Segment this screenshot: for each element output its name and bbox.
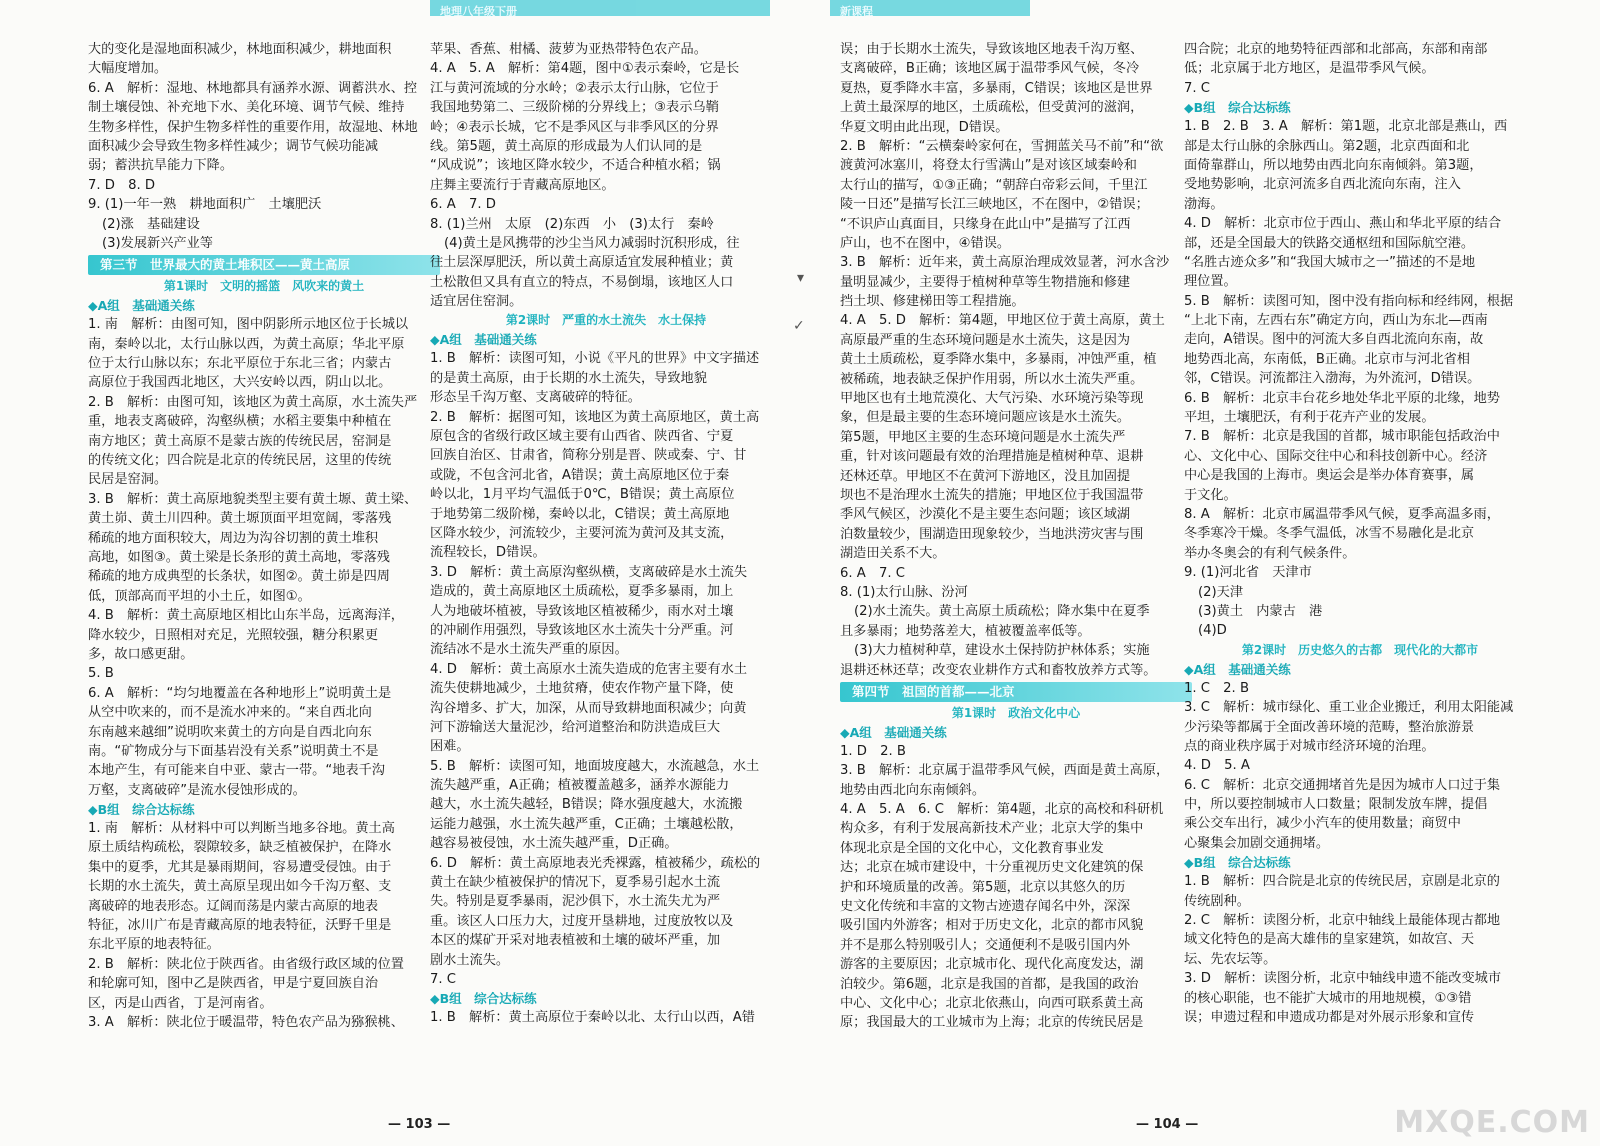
answer-line: 且多暴雨；地势落差大，植被覆盖率低等。 [840, 623, 1091, 639]
answer-line: 象，但是最主要的生态环境问题应该是水土流失。 [840, 410, 1131, 426]
answer-line: 运能力越强，水土流失越严重，C正确；土壤越松散， [430, 816, 743, 832]
answer-line: 6. B 解析：北京丰台花乡地处华北平原的北缘，地势 [1184, 390, 1500, 406]
answer-line: 的是黄土高原，由于长期的水土流失，导致地貌 [430, 370, 707, 386]
answer-line: 量明显减少，主要得于植树种草等生物措施和修建 [840, 274, 1131, 290]
answer-line: 部是太行山脉的余脉西山。第2题，北京西面和北 [1184, 138, 1470, 154]
answer-line: 4. D 5. A [1184, 758, 1250, 774]
answer-line: 万壑，支离破碎”是流水侵蚀形成的。 [88, 782, 306, 798]
column-3 [840, 40, 1192, 1033]
answer-line: 护和环境质量的改善。第5题，北京以其悠久的历 [840, 879, 1126, 895]
answer-line: 传统剧种。 [1184, 893, 1250, 909]
answer-line: 高原位于我国西北地区，大兴安岭以西，阴山以北。 [88, 375, 392, 391]
exercise-group-label: ◆A组 基础通关练 [840, 724, 947, 740]
answer-line: 季风气候区，沙漠化不是主要生态问题；该区域湖 [840, 507, 1131, 523]
answer-line: 河下游输送大量泥沙，给河道整治和防洪造成巨大 [430, 719, 721, 735]
answer-line: 点的商业秩序属于对城市经济环境的治理。 [1184, 738, 1435, 754]
answer-line: 2. B 解析：“云横秦岭家何在，雪拥蓝关马不前”和“欲 [840, 138, 1164, 154]
answer-line: 困难。 [430, 739, 470, 755]
answer-line: 4. A 5. A 6. C 解析：第4题，北京的高校和科研机 [840, 802, 1164, 818]
answer-line: 江与黄河流域的分水岭；②表示太行山脉，它位于 [430, 80, 719, 96]
answer-line: 3. B 解析：近年来，黄土高原治理成效显著，河水含沙 [840, 255, 1170, 271]
answer-line: 并不是那么特别吸引人；交通便利不是吸引国内外 [840, 937, 1131, 953]
answer-line: 南，秦岭以北，太行山脉以西，为黄土高原；华北平原 [88, 336, 405, 352]
answer-line: 和轮廓可知，图中乙是陕西省，甲是宁夏回族自治 [88, 976, 379, 992]
answer-line: 退耕还林还草；改变农业耕作方式和畜牧放养方式等。 [840, 662, 1157, 678]
answer-line: 游客的主要原因；北京城市化、现代化高度发达，湖 [840, 957, 1144, 973]
exercise-group-label: ◆A组 基础通关练 [430, 332, 537, 348]
answer-line: 大幅度增加。 [88, 61, 168, 77]
answer-line: 2. B 解析：由图可知，该地区为黄土高原，水土流失严 [88, 394, 418, 410]
answer-line: (3)发展新兴产业等 [102, 235, 213, 251]
answer-line: 东北平原的地表特征。 [88, 937, 220, 953]
answer-line: 降水较少，日照相对充足，光照较强，糖分积累更 [88, 627, 379, 643]
answer-line: 地势西北高，东南低，B正确。北京市与河北省相 [1184, 351, 1470, 367]
answer-line: 特征，冰川广布是青藏高原的地表特征，沃野千里是 [88, 918, 392, 934]
answer-line: 剧水土流失。 [430, 952, 510, 968]
answer-line: 误；申遗过程和申遗成功都是对外展示形象和宣传 [1184, 1009, 1475, 1025]
answer-line: 3. A 解析：陕北位于暖温带，特色农产品为猕猴桃、 [88, 1014, 404, 1030]
answer-line: 流失越严重，A正确；植被覆盖越多，涵养水源能力 [430, 778, 730, 794]
answer-line: 从空中吹来的，而不是流水冲来的。“来自西北向 [88, 705, 372, 721]
answer-line: 于地势第二级阶梯，秦岭以北，C错误；黄土高原地 [430, 506, 730, 522]
answer-line: 黄土土质疏松，夏季降水集中，多暴雨，冲蚀严重，植 [840, 352, 1157, 368]
answer-line: 人为地破坏植被，导致该地区植被稀少，雨水对土壤 [430, 603, 734, 619]
answer-line: 的核心职能，也不能扩大城市的用地规模，①③错 [1184, 990, 1472, 1006]
answer-line: 渡黄河冰塞川，将登太行雪满山”是对该区域秦岭和 [840, 158, 1137, 174]
answer-line: 4. B 解析：黄土高原地区相比山东半岛，远离海洋， [88, 608, 404, 624]
answer-line: 原；我国最大的工业城市为上海；北京的传统民居是 [840, 1015, 1144, 1031]
answer-line: 低；北京属于北方地区，是温带季风气候。 [1184, 61, 1435, 77]
answer-line: 史文化传统和丰富的文物古迹遗存闻名中外，深深 [840, 899, 1131, 915]
answer-line: 重，地表支离破碎，沟壑纵横；水稻主要集中种植在 [88, 414, 392, 430]
answer-line: 7. B 解析：北京是我国的首都，城市职能包括政治中 [1184, 429, 1500, 445]
margin-mark: ✓ [793, 318, 805, 334]
answer-line: 9. (1)河北省 天津市 [1184, 565, 1312, 581]
column-4 [1184, 40, 1536, 1027]
answer-line: 7. C [430, 971, 456, 987]
answer-line: 面积减少会导致生物多样性减少；调节气候功能减 [88, 138, 379, 154]
answer-line: 南。“矿物成分与下面基岩没有关系”说明黄土不是 [88, 743, 379, 759]
answer-line: 1. C 2. B [1184, 680, 1249, 696]
page-right [800, 0, 1600, 1146]
answer-line: 6. D 解析：黄土高原地表光秃裸露，植被稀少，疏松的 [430, 855, 761, 871]
answer-line: (4)黄土是风携带的沙尘当风力减弱时沉积形成，往 [444, 235, 740, 251]
section-banner: 第三节 世界最大的黄土堆积区——黄土高原 [88, 255, 440, 275]
answer-line: 中心是我国的上海市。奥运会是举办体育赛事，属 [1184, 468, 1475, 484]
watermark-logo: MXQE.COM [1394, 1105, 1590, 1140]
answer-line: 7. D 8. D [88, 177, 156, 193]
answer-line: 1. D 2. B [840, 743, 906, 759]
answer-line: 原包含的省级行政区域主要有山西省、陕西省、宁夏 [430, 429, 734, 445]
answer-line: 稀疏的地方成典型的长条状，如图②。黄土峁是四周 [88, 569, 390, 585]
answer-line: 2. B 解析：陕北位于陕西省。由省级行政区域的位置 [88, 956, 404, 972]
answer-line: 坝也不是治理水土流失的措施；甲地区位于我国温带 [840, 487, 1144, 503]
answer-line: 体现北京是全国的文化中心，文化教育事业发 [840, 840, 1104, 856]
answer-line: 甲地区也有土地荒漠化、大气污染、水环境污染等现 [840, 391, 1144, 407]
answer-line: (3)黄土 内蒙古 港 [1198, 603, 1323, 619]
header-title-right: 新课程 [840, 5, 873, 18]
answer-line: 还林还草。甲地区不在黄河下游地区，没且加固提 [840, 468, 1131, 484]
margin-mark: ▾ [797, 270, 805, 286]
answer-line: “不识庐山真面目，只缘身在此山中”是描写了江西 [840, 216, 1131, 232]
answer-line: 高地，如图③。黄土梁是长条形的黄土高地，零落残 [88, 549, 390, 565]
answer-line: “名胜古迹众多”和“我国大城市之一”描述的不是地 [1184, 254, 1476, 270]
answer-line: 弱；蓄洪抗旱能力下降。 [88, 158, 234, 174]
answer-line: 重，针对该问题最有效的治理措施是植树种草、退耕 [840, 449, 1144, 465]
answer-line: (2)涨 基础建设 [102, 216, 200, 232]
answer-line: 6. A 7. D [430, 197, 496, 213]
answer-line: 长期的水土流失，黄土高原呈现出如今千沟万壑、支 [88, 879, 392, 895]
answer-line: (2)天津 [1198, 584, 1244, 600]
answer-line: 被稀疏，地表缺乏保护作用弱，所以水土流失严重。 [840, 371, 1144, 387]
answer-line: 挡土坝、修建梯田等工程措施。 [840, 294, 1025, 310]
answer-line: 的冲刷作用强烈，导致该地区水土流失十分严重。河 [430, 622, 734, 638]
answer-line: 四合院；北京的地势特征西部和北部高，东部和南部 [1184, 42, 1488, 57]
answer-line: 6. A 解析：“均匀地覆盖在各种地形上”说明黄土是 [88, 685, 392, 701]
answer-line: 黄土在缺少植被保护的情况下，夏季易引起水土流 [430, 875, 721, 891]
answer-line: 华夏文明由此出现，D错误。 [840, 119, 1009, 135]
answer-line: 本地产生，有可能来自中亚、蒙古一带。“地表千沟 [88, 763, 385, 779]
answer-line: 沟谷增多、扩大，加深，从而导致耕地面积减少；向黄 [430, 700, 747, 716]
answer-line: 5. B 解析：读图可知，图中没有指向标和经纬网，根据 [1184, 293, 1514, 309]
answer-line: 越大，水土流失越轻，B错误；降水强度越大，水流搬 [430, 797, 743, 813]
answer-line: “上北下南，左西右东”确定方向，西山为东北—西南 [1184, 313, 1488, 329]
answer-line: 6. A 解析：湿地、林地都具有涵养水源、调蓄洪水、控 [88, 80, 418, 96]
column-2 [430, 40, 782, 1028]
answer-line: 流失使耕地减少，土地贫瘠，使农作物产量下降，使 [430, 681, 734, 697]
answer-line: 苹果、香蕉、柑橘、菠萝为亚热带特色农产品。 [430, 42, 707, 57]
exercise-group-label: ◆B组 综合达标练 [430, 991, 537, 1007]
answer-line: 我国地势第二、三级阶梯的分界线上；③表示乌鞘 [430, 100, 719, 116]
answer-line: 走向，A错误。图中的河流大多自西北流向东南，故 [1184, 332, 1484, 348]
answer-line: 流程较长，D错误。 [430, 545, 546, 561]
exercise-group-label: ◆B组 综合达标练 [88, 802, 195, 818]
answer-line: 1. B 2. B 3. A 解析：第1题，北京北部是燕山，西 [1184, 119, 1508, 135]
answer-line: 于文化。 [1184, 487, 1237, 503]
answer-line: 5. B [88, 666, 114, 682]
answer-line: 生物多样性，保护生物多样性的重要作用，故湿地、林地 [88, 119, 418, 135]
answer-line: 太行山的描写，①③正确；“朝辞白帝彩云间，千里江 [840, 177, 1148, 193]
answer-line: 3. D 解析：黄土高原沟壑纵横，支离破碎是水土流失 [430, 564, 748, 580]
answer-line: 流结冰不是水土流失严重的原因。 [430, 642, 628, 658]
answer-line: 邻，C错误。河流都注入渤海，为外流河，D错误。 [1184, 371, 1481, 387]
answer-line: 离破碎的地表形态。辽阔而荡是内蒙古高原的地表 [88, 898, 379, 914]
answer-line: 5. B 解析：读图可知，地面坡度越大，水流越急，水土 [430, 758, 760, 774]
answer-line: 渤海。 [1184, 196, 1224, 212]
answer-line: 线。第5题，黄土高原的形成最为人们认同的是 [430, 138, 703, 154]
answer-line: 6. A 7. C [840, 565, 905, 581]
answer-line: 1. 南 解析：由图可知，图中阴影所示地区位于长城以 [88, 317, 409, 333]
answer-line: 支离破碎，B正确；该地区属于温带季风气候，冬冷 [840, 61, 1140, 77]
answer-line: 8. (1)太行山脉、汾河 [840, 584, 968, 600]
answer-line: 4. A 5. A 解析：第4题，图中①表示秦岭，它是长 [430, 61, 740, 77]
answer-line: 4. D 解析：北京市位于西山、燕山和华北平原的结合 [1184, 216, 1502, 232]
answer-line: 误；由于长期水土流失，导致该地区地表千沟万壑、 [840, 42, 1144, 57]
answer-line: 土松散但又具有直立的特点，不易倒塌，该地区人口 [430, 274, 734, 290]
page-number-left: — 103 — [388, 1117, 451, 1132]
column-1 [88, 40, 440, 1032]
answer-line: 第5题，甲地区主要的生态环境问题是水土流失严 [840, 429, 1126, 445]
answer-line: 低，顶部高而平坦的小土丘，如图①。 [88, 588, 311, 604]
answer-line: 中，所以要控制城市人口数量；限制发放车牌，提倡 [1184, 797, 1488, 813]
lesson-heading: 第2课时 严重的水土流失 水土保持 [505, 313, 707, 328]
lesson-heading: 第1课时 政治文化中心 [951, 705, 1081, 720]
answer-line: 失。特别是夏季暴雨，泥沙俱下，水土流失尤为严 [430, 894, 721, 910]
answer-line: 适宜居住窑洞。 [430, 294, 523, 310]
answer-line: “风成说”；该地区降水较少，不适合种植水稻；锅 [430, 158, 721, 174]
answer-line: 受地势影响，北京河流多自西北流向东南，注入 [1184, 177, 1461, 193]
answer-line: 南方地区；黄土高原不是蒙古族的传统民居，窑洞是 [88, 433, 392, 449]
section-banner: 第四节 祖国的首都——北京 [840, 682, 1192, 702]
answer-line: 心、文化中心、国际交往中心和科技创新中心。经济 [1184, 448, 1488, 464]
exercise-group-label: ◆A组 基础通关练 [88, 298, 195, 314]
lesson-heading: 第1课时 文明的摇篮 风吹来的黄土 [163, 279, 365, 294]
answer-line: 1. 南 解析：从材料中可以判断当地多谷地。黄土高 [88, 821, 395, 837]
answer-line: 8. (1)兰州 太原 (2)东西 小 (3)太行 秦岭 [430, 216, 714, 232]
answer-line: 构众多，有利于发展高新技术产业；北京大学的集中 [840, 821, 1144, 837]
answer-line: (2)水土流失。黄土高原土质疏松；降水集中在夏季 [854, 604, 1150, 620]
answer-line: 部，还是全国最大的铁路交通枢纽和国际航空港。 [1184, 235, 1475, 251]
answer-line: 举办冬奥会的有利气候条件。 [1184, 545, 1356, 561]
answer-line: 重。该区人口压力大，过度开垦耕地，过度放牧以及 [430, 913, 734, 929]
answer-line: 域文化特色的是高大雄伟的皇家建筑，如故宫、天 [1184, 932, 1475, 948]
answer-line: 的传统文化；四合院是北京的传统民居，这里的传统 [88, 453, 392, 469]
exercise-group-label: ◆B组 综合达标练 [1184, 855, 1291, 871]
answer-line: 2. B 解析：据图可知，该地区为黄土高原地区，黄土高 [430, 409, 760, 425]
answer-line: 4. D 解析：黄土高原水土流失造成的危害主要有水土 [430, 661, 748, 677]
answer-line: 3. B 解析：北京属于温带季风气候，西面是黄土高原， [840, 763, 1170, 779]
answer-line: 庐山，也不在图中，④错误。 [840, 235, 1011, 251]
answer-line: 上黄土最深厚的地区，土质疏松，但受黄河的滋润， [840, 100, 1144, 116]
answer-line: 3. C 解析：城市绿化、重工业企业搬迁，利用太阳能减 [1184, 700, 1514, 716]
answer-line: 民居是窑洞。 [88, 472, 168, 488]
answer-line: 1. B 解析：黄土高原位于秦岭以北、太行山以西，A错 [430, 1010, 755, 1026]
answer-line: 心聚集会加剧交通拥堵。 [1184, 835, 1330, 851]
answer-line: 东南越来越细”说明吹来黄土的方向是自西北向东 [88, 724, 372, 740]
page-number-right: — 104 — [1136, 1117, 1199, 1132]
answer-line: 黄土峁、黄土川四种。黄土塬顶面平坦宽阔，零落残 [88, 511, 392, 527]
header-title-left: 地理八年级下册 [440, 5, 517, 18]
answer-line: 本区的煤矿开采对地表植被和土壤的破坏严重，加 [430, 933, 721, 949]
answer-line: (4)D [1198, 623, 1227, 639]
answer-line: 夏热，夏季降水丰富，多暴雨，C错误；该地区是世界 [840, 80, 1153, 96]
answer-line: 岭以北，1月平均气温低于0℃，B错误；黄土高原位 [430, 487, 735, 503]
answer-line: (3)大力植树种草，建设水土保持防护林体系；实施 [854, 643, 1150, 659]
answer-line: 理位置。 [1184, 274, 1237, 290]
answer-line: 位于太行山脉以东；东北平原位于东北三省；内蒙古 [88, 356, 392, 372]
answer-line: 形态呈千沟万壑、支离破碎的特征。 [430, 390, 641, 406]
answer-line: 越容易被侵蚀，水土流失越严重，D正确。 [430, 836, 678, 852]
answer-line: 高原最严重的生态环境问题是水土流失，这是因为 [840, 332, 1131, 348]
answer-line: 制土壤侵蚀、补充地下水、美化环境、调节气候、维持 [88, 100, 405, 116]
answer-line: 平坦，土壤肥沃，有利于花卉产业的发展。 [1184, 410, 1435, 426]
answer-line: 1. B 解析：读图可知，小说《平凡的世界》中文字描述 [430, 351, 760, 367]
answer-line: 原土质结构疏松，裂隙较多，缺乏植被保护，在降水 [88, 840, 392, 856]
answer-line: 3. D 解析：读图分析，北京中轴线申遗不能改变城市 [1184, 971, 1502, 987]
answer-line: 往土层深厚肥沃，所以黄土高原适宜发展种植业；黄 [430, 255, 734, 271]
answer-line: 泊较少。第6题，北京是我国的首都，是我国的政治 [840, 976, 1139, 992]
answer-line: 庄舞主要流行于青藏高原地区。 [430, 177, 615, 193]
answer-line: 或陇，不包含河北省，A错误；黄土高原地区位于秦 [430, 467, 730, 483]
answer-line: 达；北京在城市建设中，十分重视历史文化建筑的保 [840, 860, 1144, 876]
answer-line: 稀疏的地方面积较大，周边为沟谷切割的黄土堆积 [88, 530, 379, 546]
answer-line: 8. A 解析：北京市属温带季风气候，夏季高温多雨， [1184, 506, 1500, 522]
answer-line: 多，故口感更甜。 [88, 646, 194, 662]
answer-line: 区降水较少，河流较少，主要河流为黄河及其支流， [430, 525, 734, 541]
answer-line: 4. A 5. D 解析：第4题，甲地区位于黄土高原，黄土 [840, 313, 1165, 329]
answer-line: 1. B 解析：四合院是北京的传统民居，京剧是北京的 [1184, 874, 1500, 890]
answer-line: 湖造田关系不大。 [840, 546, 946, 562]
answer-line: 冬季寒冷干燥。冬季气温低，冰雪不易融化是北京 [1184, 526, 1475, 542]
answer-line: 6. C 解析：北京交通拥堵首先是因为城市人口过于集 [1184, 777, 1501, 793]
answer-line: 区，丙是山西省，丁是河南省。 [88, 995, 273, 1011]
answer-line: 面倚靠群山，所以地势由西北向东南倾斜。第3题， [1184, 157, 1483, 173]
answer-line: 集中的夏季，尤其是暴雨期间，容易遭受侵蚀。由于 [88, 859, 392, 875]
answer-line: 7. C [1184, 80, 1210, 96]
answer-line: 2. C 解析：读图分析，北京中轴线上最能体现古都地 [1184, 913, 1501, 929]
answer-line: 坛、先农坛等。 [1184, 951, 1277, 967]
answer-line: 陵一日还”是描写长江三峡地区，不在图中，②错误； [840, 197, 1149, 213]
answer-line: 大的变化是湿地面积减少，林地面积减少，耕地面积 [88, 42, 392, 57]
answer-line: 泊数量较少，围湖造田现象较少，当地洪涝灾害与围 [840, 526, 1144, 542]
answer-line: 少污染等都属于全面改善环境的范畴，整治旅游景 [1184, 719, 1475, 735]
answer-line: 回族自治区、甘肃省，简称分别是晋、陕或秦、宁、甘 [430, 448, 747, 464]
lesson-heading: 第2课时 历史悠久的古都 现代化的大都市 [1241, 642, 1479, 657]
answer-line: 地势由西北向东南倾斜。 [840, 782, 986, 798]
answer-line: 9. (1)一年一熟 耕地面积广 土壤肥沃 [88, 197, 322, 213]
exercise-group-label: ◆B组 综合达标练 [1184, 100, 1291, 116]
answer-line: 岭；④表示长城，它不是季风区与非季风区的分界 [430, 119, 719, 135]
answer-line: 乘公交车出行，减少小汽车的使用数量；商贸中 [1184, 816, 1461, 832]
answer-line: 造成的，黄土高原地区土质疏松，夏季多暴雨，加上 [430, 584, 734, 600]
answer-line: 吸引国内外游客；相对于历史文化，北京的都市风貌 [840, 918, 1144, 934]
answer-line: 3. B 解析：黄土高原地貌类型主要有黄土塬、黄土梁、 [88, 491, 418, 507]
answer-line: 中心、文化中心；北京北依燕山，向西可联系黄土高 [840, 995, 1144, 1011]
exercise-group-label: ◆A组 基础通关练 [1184, 661, 1291, 677]
